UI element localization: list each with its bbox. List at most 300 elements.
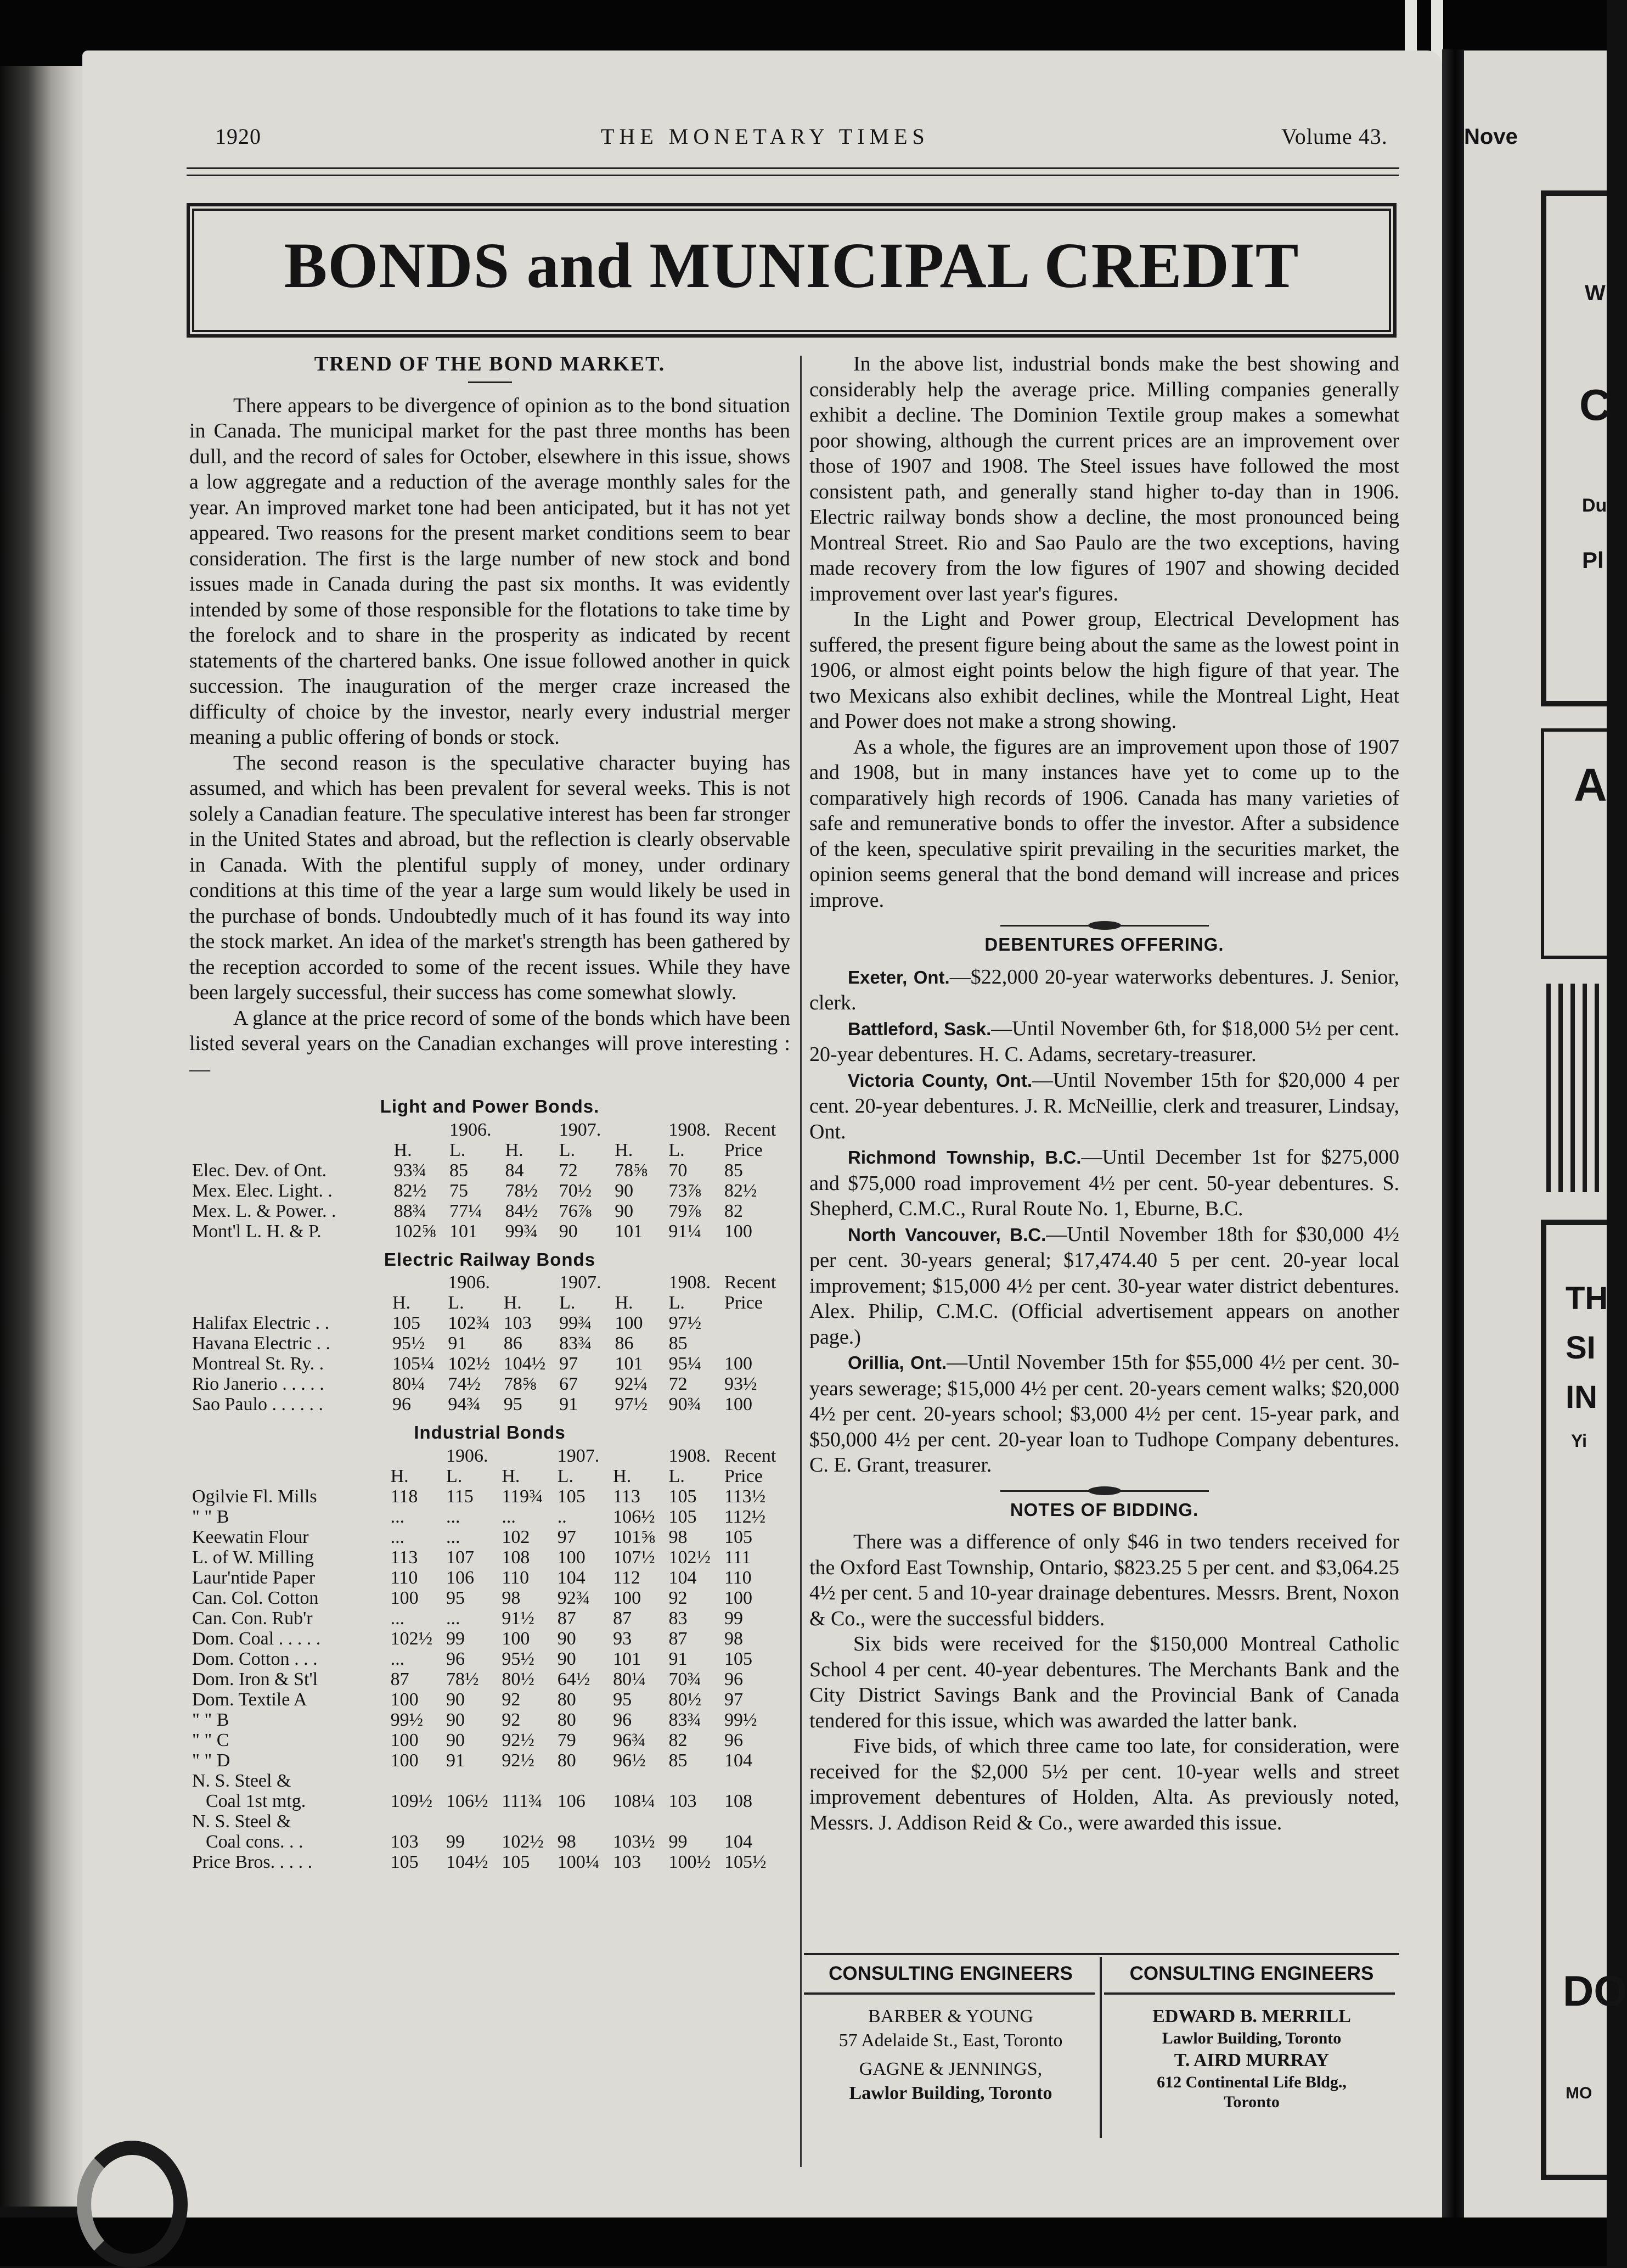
header-cell: H. xyxy=(392,1293,411,1313)
table-hl-header xyxy=(189,1466,790,1486)
firm-name: GAGNE & JENNINGS, xyxy=(859,2059,1043,2079)
table-row xyxy=(189,1588,790,1608)
debenture-details: —$22,000 20-year waterworks debentures. J. Senior, clerk. xyxy=(809,965,1399,1014)
price-cell: 97½ xyxy=(615,1394,648,1414)
price-cell: 107½ xyxy=(613,1547,655,1568)
debenture-municipality: Exeter, Ont. xyxy=(848,967,950,987)
price-cell: 90 xyxy=(615,1200,634,1221)
header-cell: L. xyxy=(446,1466,463,1486)
next-page-fragment: MO xyxy=(1566,2084,1592,2102)
price-cell: 99½ xyxy=(724,1709,757,1730)
bond-name-cell: Montreal St. Ry. . xyxy=(192,1354,324,1374)
debenture-item xyxy=(809,1350,1399,1478)
price-cell: 82 xyxy=(668,1730,688,1750)
price-cell: 87 xyxy=(390,1669,409,1689)
price-cell: 103 xyxy=(668,1790,697,1811)
light-power-table-block xyxy=(189,1094,790,1242)
header-cell: L. xyxy=(668,1466,685,1486)
price-cell: 108¼ xyxy=(613,1790,655,1811)
price-cell: 82 xyxy=(724,1200,743,1221)
price-cell: 80¼ xyxy=(392,1374,425,1394)
consulting-ad-right xyxy=(1104,1954,1399,2135)
price-cell: 87 xyxy=(668,1628,688,1649)
price-cell: 93¾ xyxy=(393,1160,427,1181)
table-hl-header xyxy=(189,1140,790,1160)
header-cell: L. xyxy=(448,1293,464,1313)
price-cell: 105½ xyxy=(724,1851,767,1872)
price-cell: 111 xyxy=(724,1547,751,1568)
price-cell: 92 xyxy=(668,1587,688,1608)
price-cell: 90 xyxy=(557,1628,576,1649)
price-cell: 105 xyxy=(502,1851,530,1872)
price-cell: 90 xyxy=(446,1689,465,1710)
book-spine xyxy=(0,66,93,2207)
header-cell xyxy=(189,1140,391,1160)
price-cell: 100 xyxy=(613,1587,641,1608)
price-cell: 97 xyxy=(724,1689,743,1710)
price-cell: 95 xyxy=(503,1394,522,1414)
next-page-fragment: DO xyxy=(1563,1967,1627,2015)
price-cell: 112 xyxy=(613,1567,640,1588)
price-cell: 91 xyxy=(668,1648,688,1669)
debenture-municipality: North Vancouver, B.C. xyxy=(848,1224,1046,1245)
price-cell: 103 xyxy=(503,1313,532,1333)
debenture-item xyxy=(809,1144,1399,1222)
header-cell xyxy=(189,1272,390,1293)
price-cell: 75 xyxy=(449,1180,469,1201)
debenture-item xyxy=(809,1068,1399,1145)
price-cell: 111¾ xyxy=(502,1790,543,1811)
header-cell: 1906. xyxy=(446,1445,488,1466)
article-paragraph: The second reason is the speculative character buying has assumed, and which has been prevalent for several weeks. This is not solely a Canadian feature. The speculative interest has been far stronger in the United States and abroad, but the reflection is clearly observable in Canada. With the plentiful supply of money, under ordinary conditions at this time of the year a large sum would likely be used in the purchase of bonds. Undoubtedly much of it has found its way into the stock market. An idea of the market's strength has been gathered by the reception accorded to some of the recent issues. While they have been largely successful, their success has come somewhat slowly. xyxy=(189,751,790,1004)
bidding-paragraph: There was a difference of only $46 in two tenders received for the Oxford East Township, Ontario, $823.25 5 per cent. and $3,064.25 4½ per cent. 5 and 10-year drainage debentures. Messrs. Brent, Noxon & Co., were the successful bidders. xyxy=(809,1530,1399,1630)
price-cell: .. xyxy=(557,1506,567,1527)
article-paragraph: A glance at the price record of some of the bonds which have been listed several years on the Canadian exchanges will prove interesting :— xyxy=(189,1006,790,1081)
price-cell xyxy=(443,1771,499,1791)
header-cell: 1907. xyxy=(559,1119,601,1140)
price-cell: 97 xyxy=(557,1526,576,1547)
price-cell: 104 xyxy=(724,1831,752,1852)
bond-name-cell: Dom. Textile A xyxy=(192,1689,307,1710)
price-cell: 98 xyxy=(668,1526,688,1547)
header-cell: L. xyxy=(559,1293,576,1313)
price-cell: 87 xyxy=(613,1608,632,1629)
price-cell: 78½ xyxy=(505,1180,538,1201)
bond-name-cell: Can. Con. Rub'r xyxy=(192,1608,313,1629)
binder-ring xyxy=(77,2141,188,2268)
header-cell: Recent xyxy=(724,1445,776,1466)
header-cell xyxy=(501,1272,556,1293)
scan-bottom-border xyxy=(0,2218,1607,2266)
price-cell: 92¾ xyxy=(557,1587,590,1608)
price-cell: 96¾ xyxy=(613,1730,646,1750)
price-cell: 92 xyxy=(502,1709,521,1730)
bond-name-cell: Price Bros. . . . . xyxy=(192,1851,313,1872)
price-cell: 103 xyxy=(390,1831,419,1852)
price-cell: 85 xyxy=(724,1160,743,1181)
table-row xyxy=(189,1771,790,1791)
next-page-fragment: IN xyxy=(1566,1379,1597,1415)
bond-name-cell: Ogilvie Fl. Mills xyxy=(192,1486,317,1507)
price-cell: 67 xyxy=(559,1374,578,1394)
price-cell: 96 xyxy=(724,1669,743,1689)
section-title: BONDS and MUNICIPAL CREDIT xyxy=(284,229,1299,301)
table-row xyxy=(189,1608,790,1629)
publication-title: THE MONETARY TIMES xyxy=(601,124,930,149)
electric-railway-table-block xyxy=(189,1247,790,1415)
price-cell: 80 xyxy=(557,1689,576,1710)
price-cell: 105 xyxy=(724,1648,752,1669)
header-cell: 1907. xyxy=(557,1445,600,1466)
header-rule xyxy=(187,175,1399,176)
price-cell: 98 xyxy=(502,1587,521,1608)
ornament-divider xyxy=(1000,925,1209,927)
price-cell: 119¾ xyxy=(502,1486,543,1507)
next-page-fragment: Du xyxy=(1582,495,1607,516)
price-cell: 84½ xyxy=(505,1200,538,1221)
table-row xyxy=(189,1547,790,1568)
table-row xyxy=(189,1730,790,1750)
debenture-item xyxy=(809,964,1399,1016)
price-cell xyxy=(499,1771,554,1791)
table-row xyxy=(189,1710,790,1730)
price-cell: 104½ xyxy=(446,1851,488,1872)
firm-name: EDWARD B. MERRILL xyxy=(1152,2006,1351,2026)
price-cell: 85 xyxy=(668,1333,688,1354)
price-cell: 100½ xyxy=(668,1851,711,1872)
table-row xyxy=(189,1313,790,1333)
book-gutter xyxy=(1442,49,1464,2218)
price-cell: 106 xyxy=(446,1567,474,1588)
price-cell: 102¾ xyxy=(448,1313,490,1333)
next-page-fragment: Yi xyxy=(1571,1431,1587,1451)
price-cell: ... xyxy=(446,1506,460,1527)
price-cell: ... xyxy=(502,1506,516,1527)
table-title: Light and Power Bonds. xyxy=(380,1096,600,1116)
price-cell: 94¾ xyxy=(448,1394,481,1414)
price-cell: 83¾ xyxy=(559,1333,592,1354)
price-cell: 110 xyxy=(724,1567,752,1588)
table-row xyxy=(189,1394,790,1414)
bond-name-cell: N. S. Steel & xyxy=(192,1770,291,1791)
next-page-fragment: A xyxy=(1574,759,1607,811)
price-cell: 99¾ xyxy=(559,1313,592,1333)
price-cell: 99½ xyxy=(390,1709,424,1730)
debenture-municipality: Orillia, Ont. xyxy=(848,1352,947,1373)
price-cell: 118 xyxy=(390,1486,418,1507)
price-cell: 85 xyxy=(668,1750,688,1771)
price-cell: 113 xyxy=(390,1547,418,1568)
header-cell xyxy=(189,1466,388,1486)
table-row xyxy=(189,1629,790,1649)
header-cell: 1908. xyxy=(668,1119,711,1140)
price-cell: 93½ xyxy=(724,1374,757,1394)
price-cell: 102½ xyxy=(668,1547,711,1568)
debenture-municipality: Battleford, Sask. xyxy=(848,1018,992,1039)
price-cell: 96 xyxy=(392,1394,411,1414)
price-cell: 90 xyxy=(446,1709,465,1730)
table-row xyxy=(189,1832,790,1852)
table-row xyxy=(189,1181,790,1201)
price-cell: 79 xyxy=(557,1730,576,1750)
table-row xyxy=(189,1649,790,1669)
price-cell xyxy=(555,1811,610,1832)
header-cell: Price xyxy=(724,1466,763,1486)
header-cell: L. xyxy=(557,1466,574,1486)
price-cell: 82½ xyxy=(724,1180,757,1201)
header-cell: 1908. xyxy=(668,1272,711,1293)
price-cell: 99 xyxy=(724,1608,743,1629)
price-cell: 100 xyxy=(390,1689,419,1710)
header-cell: L. xyxy=(559,1139,575,1160)
firm-address: 612 Continental Life Bldg., xyxy=(1157,2073,1347,2091)
price-cell: 102⅝ xyxy=(393,1221,436,1242)
header-cell: H. xyxy=(615,1293,633,1313)
header-cell: L. xyxy=(668,1139,685,1160)
header-cell: 1906. xyxy=(448,1272,490,1293)
price-cell xyxy=(722,1313,790,1333)
bond-name-cell: Mex. Elec. Light. . xyxy=(192,1180,333,1201)
article-title: TREND OF THE BOND MARKET. xyxy=(314,352,666,375)
price-cell: 102½ xyxy=(502,1831,544,1852)
header-cell xyxy=(499,1446,554,1466)
price-cell: 84 xyxy=(505,1160,524,1181)
firm-address: Toronto xyxy=(1224,2093,1280,2111)
price-cell: 92½ xyxy=(502,1750,534,1771)
firm-name: T. AIRD MURRAY xyxy=(1174,2050,1330,2070)
table-year-header xyxy=(189,1272,790,1293)
header-cell xyxy=(189,1446,388,1466)
header-cell: H. xyxy=(393,1139,412,1160)
price-cell: 83 xyxy=(668,1608,688,1629)
price-cell: 105 xyxy=(392,1313,420,1333)
price-cell: 100 xyxy=(724,1394,752,1414)
price-cell: 72 xyxy=(559,1160,578,1181)
price-cell: 78⅝ xyxy=(503,1374,537,1394)
header-cell xyxy=(612,1120,666,1140)
bond-name-cell: Laur'ntide Paper xyxy=(192,1567,316,1588)
price-cell: 102½ xyxy=(390,1628,433,1649)
price-cell: 76⅞ xyxy=(559,1200,592,1221)
price-cell: 91 xyxy=(448,1333,467,1354)
price-cell: 90 xyxy=(557,1648,576,1669)
price-cell: 86 xyxy=(503,1333,522,1354)
price-cell: 73⅞ xyxy=(668,1180,701,1201)
price-cell: ... xyxy=(390,1526,405,1547)
price-cell: 106½ xyxy=(446,1790,488,1811)
bond-name-cell: Dom. Iron & St'l xyxy=(192,1669,318,1689)
price-cell: 83¾ xyxy=(668,1709,702,1730)
price-cell: 92 xyxy=(502,1689,521,1710)
header-cell: Recent xyxy=(724,1272,776,1293)
header-cell: H. xyxy=(615,1139,633,1160)
price-cell: 90 xyxy=(559,1221,578,1242)
bond-name-cell: L. of W. Milling xyxy=(192,1547,314,1568)
table-row xyxy=(189,1507,790,1527)
title-rule xyxy=(468,381,512,383)
price-cell: 106½ xyxy=(613,1506,655,1527)
price-cell: 95 xyxy=(613,1689,632,1710)
price-cell: 95 xyxy=(446,1587,465,1608)
price-cell: 107 xyxy=(446,1547,474,1568)
price-cell: 106 xyxy=(557,1790,586,1811)
table-row xyxy=(189,1852,790,1872)
price-cell: 92¼ xyxy=(615,1374,648,1394)
price-cell: 112½ xyxy=(724,1506,766,1527)
table-row xyxy=(189,1689,790,1710)
price-cell xyxy=(443,1811,499,1832)
price-cell: 103½ xyxy=(613,1831,655,1852)
debenture-details: —Until November 15th for $55,000 4½ per cent. 30-years sewerage; $15,000 4½ per cent. 20-years cement walks; $20,000 4½ per cent. 20-years school; $3,000 4½ per cent. 15-year park, and $50,000 4½ per cent. 20-year loan to Tudhope Company debentures. C. E. Grant, treasurer. xyxy=(809,1351,1399,1477)
debentures-list xyxy=(809,964,1399,1478)
price-cell xyxy=(388,1811,443,1832)
header-cell xyxy=(388,1446,443,1466)
price-cell: 91½ xyxy=(502,1608,534,1629)
table-row xyxy=(189,1527,790,1547)
price-cell: 78½ xyxy=(446,1669,479,1689)
price-cell: 115 xyxy=(446,1486,474,1507)
debenture-details: —Until November 6th, for $18,000 5½ per cent. 20-year debentures. H. C. Adams, secretary-treasurer. xyxy=(809,1017,1399,1066)
price-cell: 105 xyxy=(557,1486,586,1507)
electric-railway-table xyxy=(189,1272,790,1414)
header-cell xyxy=(391,1120,447,1140)
price-cell: 90 xyxy=(615,1180,634,1201)
bond-name-cell: Rio Janerio . . . . . xyxy=(192,1374,324,1394)
price-cell: 95½ xyxy=(392,1333,425,1354)
bond-name-cell: Coal 1st mtg. xyxy=(206,1790,306,1811)
price-cell: 100¼ xyxy=(557,1851,600,1872)
price-cell: 100 xyxy=(390,1750,419,1771)
firm-address: Lawlor Building, Toronto xyxy=(1162,2029,1342,2047)
ad-separator xyxy=(1100,1957,1102,2138)
price-cell: ... xyxy=(446,1608,460,1629)
price-cell: 98 xyxy=(724,1628,743,1649)
price-cell: 78⅝ xyxy=(615,1160,648,1181)
price-cell: 79⅞ xyxy=(668,1200,701,1221)
price-cell: 96 xyxy=(613,1709,632,1730)
price-cell: 91 xyxy=(559,1394,578,1414)
section-title-box xyxy=(187,203,1397,338)
price-cell: 90¾ xyxy=(668,1394,702,1414)
article-paragraph: In the above list, industrial bonds make the best showing and considerably help the average price. Milling companies generally exhibit a decline. The Dominion Textile group makes a somewhat poor showing, although the current prices are an improvement over those of 1907 and 1908. The Steel issues have followed the most consistent path, and generally stand higher to-day than in 1906. Electric railway bonds show a decline, the most pronounced being Montreal Street. Rio and Sao Paulo are the two exceptions, having made recovery from the low figures of 1907 and showing decided improvement over last year's figures. xyxy=(809,352,1399,605)
price-cell: 90 xyxy=(446,1730,465,1750)
price-cell: 99 xyxy=(446,1628,465,1649)
price-cell: 109½ xyxy=(390,1790,433,1811)
next-page-fragment: Pl xyxy=(1582,547,1604,573)
left-column xyxy=(189,351,790,1872)
next-page-fragment: TH xyxy=(1566,1281,1608,1316)
bond-name-cell: Sao Paulo . . . . . . xyxy=(192,1394,323,1414)
bond-name-cell: Halifax Electric . . xyxy=(192,1313,330,1333)
price-cell xyxy=(722,1333,790,1354)
light-power-table xyxy=(189,1120,790,1242)
table-row xyxy=(189,1791,790,1811)
next-page-fragment: C xyxy=(1579,380,1611,429)
price-cell: 100 xyxy=(724,1221,752,1242)
price-cell: 99 xyxy=(446,1831,465,1852)
header-rule xyxy=(187,167,1399,169)
firm-address: Lawlor Building, Toronto xyxy=(849,2083,1052,2103)
column-separator xyxy=(800,356,802,2167)
bond-name-cell: Keewatin Flour xyxy=(192,1526,309,1547)
price-cell: 98 xyxy=(557,1831,576,1852)
price-cell: 105¼ xyxy=(392,1354,435,1374)
next-page-header: Nove xyxy=(1464,125,1518,149)
header-cell: Price xyxy=(724,1139,763,1160)
bond-name-cell: Dom. Coal . . . . . xyxy=(192,1628,321,1649)
table-row xyxy=(189,1374,790,1394)
volume-label: Volume 43. xyxy=(1281,124,1388,149)
table-title: Electric Railway Bonds xyxy=(384,1249,596,1270)
price-cell: 74½ xyxy=(448,1374,481,1394)
firm-name: BARBER & YOUNG xyxy=(868,2006,1033,2026)
price-cell xyxy=(388,1771,443,1791)
header-cell xyxy=(610,1446,666,1466)
price-cell: 93 xyxy=(613,1628,632,1649)
price-cell: ... xyxy=(390,1608,405,1629)
price-cell: 80¼ xyxy=(613,1669,646,1689)
bidding-paragraph: Five bids, of which three came too late, for consideration, were received for the $2,000 5½ per cent. 10-year wells and street improvement debentures of Holden, Alta. As previously noted, Messrs. J. Addison Reid & Co., were awarded this issue. xyxy=(809,1734,1399,1834)
bond-name-cell: " " C xyxy=(192,1730,229,1750)
table-title: Industrial Bonds xyxy=(414,1422,566,1442)
ornament-divider xyxy=(1000,1490,1209,1492)
price-cell: 96 xyxy=(446,1648,465,1669)
price-cell: ... xyxy=(390,1506,405,1527)
price-cell: 104 xyxy=(668,1567,697,1588)
table-row xyxy=(189,1354,790,1374)
debenture-details: —Until November 18th for $30,000 4½ per cent. 30-years general; $17,474.40 5 per cent. 20-year local improvement; $15,000 4½ per cent. 30-year water district debentures. Alex. Philip, C.M.C. (Official advertisement appears on another page.) xyxy=(809,1222,1399,1349)
header-cell xyxy=(189,1120,391,1140)
price-cell: 80½ xyxy=(668,1689,702,1710)
price-cell: 85 xyxy=(449,1160,469,1181)
table-row xyxy=(189,1160,790,1181)
table-row xyxy=(189,1669,790,1689)
industrial-table xyxy=(189,1446,790,1872)
price-cell: 70¾ xyxy=(668,1669,702,1689)
price-cell: 91 xyxy=(446,1750,465,1771)
debenture-details: —Until November 15th for $20,000 4 per cent. 20-year debentures. J. R. McNeillie, clerk and treasurer, Lindsay, Ont. xyxy=(809,1068,1400,1143)
price-cell: 70 xyxy=(668,1160,688,1181)
table-year-header xyxy=(189,1120,790,1140)
price-cell: 108 xyxy=(724,1790,752,1811)
next-page-edge xyxy=(1464,50,1627,2219)
header-cell: H. xyxy=(613,1466,632,1486)
bond-name-cell: N. S. Steel & xyxy=(192,1811,291,1832)
price-cell: 105 xyxy=(668,1506,697,1527)
header-cell xyxy=(189,1293,390,1313)
price-cell: ... xyxy=(446,1526,460,1547)
price-cell: 77¼ xyxy=(449,1200,482,1221)
bidding-paragraph: Six bids were received for the $150,000 Montreal Catholic School 4 per cent. 40-year debentures. The Merchants Bank and the City District Savings Bank and the Provincial Bank of Canada tendered for this issue, which was awarded the latter bank. xyxy=(809,1632,1399,1732)
price-cell: 100 xyxy=(502,1628,530,1649)
header-cell: Price xyxy=(724,1293,763,1313)
page-number: 1920 xyxy=(215,124,261,149)
price-cell: 99¾ xyxy=(505,1221,538,1242)
price-cell: 72 xyxy=(668,1374,688,1394)
price-cell: 101 xyxy=(615,1354,643,1374)
bond-name-cell: Dom. Cotton . . . xyxy=(192,1648,318,1669)
bond-name-cell: Mex. L. & Power. . xyxy=(192,1200,336,1221)
price-cell: 100 xyxy=(557,1547,586,1568)
price-cell: 103 xyxy=(613,1851,641,1872)
price-cell: 100 xyxy=(724,1354,752,1374)
header-cell xyxy=(390,1272,445,1293)
price-cell: 97 xyxy=(559,1354,578,1374)
price-cell: 101⅝ xyxy=(613,1526,655,1547)
bond-name-cell: " " D xyxy=(192,1750,230,1771)
price-cell: 96½ xyxy=(613,1750,646,1771)
price-cell: 97½ xyxy=(668,1313,702,1333)
